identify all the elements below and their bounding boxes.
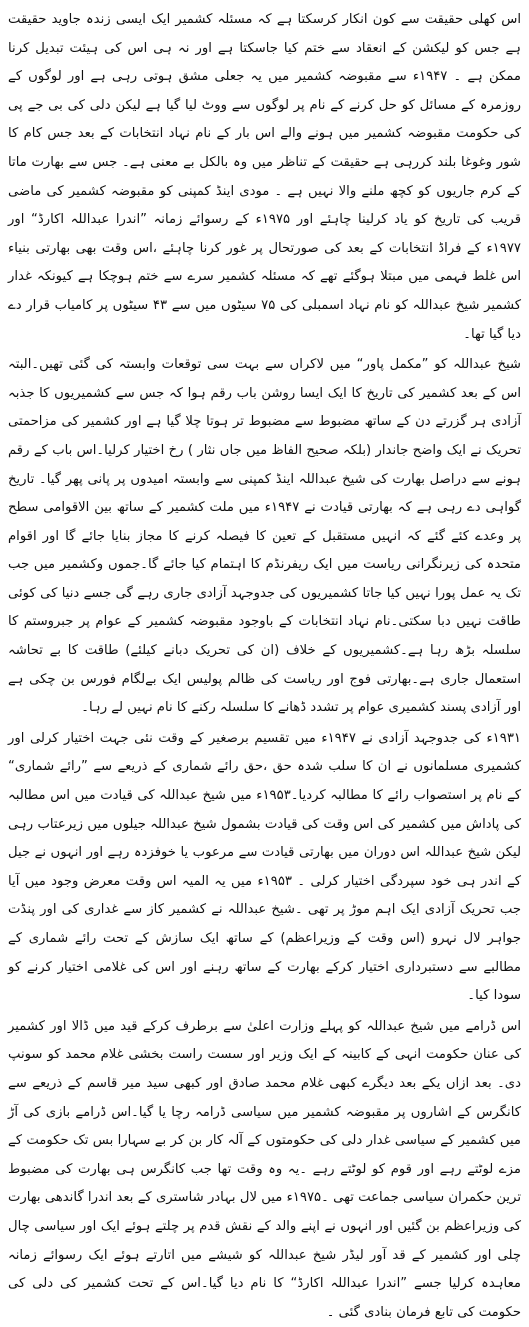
paragraph: اس ڈرامے میں شیخ عبداللہ کو پہلے وزارت اعلیٰ سے برطرف کرکے قید میں ڈالا اور کشمیر کی عنان حکومت انہی کے کابینہ کے ایک وزیر اور سست راست بخشی غلام محمد کو سونپ دی۔ بعد ازاں یکے بعد دیگرے کبھی غلام محمد صادق اور کبھی سید میر قاسم کے ذریعے سے کانگرس کے اشاروں پر مقبوضہ کشمیر میں سیاسی ڈرامہ رچا یا گیا۔اس ڈرامے بازی کی آڑ میں کشمیر کے سیاسی غدار دلی کی حکومتوں کے آلہ کار بن کر بے سہارا بس تک حکومت کے مزے لوٹتے رہے اور قوم کو لوٹتے رہے ۔یہ وہ وقت تھا جب کانگرس ہی بھارت کی مضبوط ترین حکمران سیاسی جماعت تھی ۔۱۹۷۵ء میں لال بہادر شاستری کے بعد اندرا گاندھی بھارت کی وزیراعظم بن گئیں اور انہوں نے اپنے والد کے نقش قدم پر چلتے ہوئے ایک اور سیاسی چال چلی اور کشمیر کے قد آور لیڈر شیخ عبداللہ کو شیشے میں اتارتے ہوئے ایک رسوائے زمانہ معاہدہ کرلیا جسے ”اندرا عبداللہ اکارڈ“ کا نام دیا گیا۔اس کے تحت کشمیر کی دلی کی حکومت کی تابع فرمان بنادی گئی ۔ — [8, 1018, 521, 1320]
paragraph: ۱۹۳۱ء کی جدوجہد آزادی نے ۱۹۴۷ء میں تقسیم برصغیر کے وقت نئی جہت اختیار کرلی اور کشمیری مسلمانوں نے ان کا سلب شدہ حق ،حق رائے شماری کے ذریعے سے ”رائے شماری“ کے نام پر استصواب رائے کا مطالبہ کردیا۔۱۹۵۳ء میں شیخ عبداللہ کی قیادت میں اس مطالبہ کی پاداش میں کشمیر کی اس وقت کی قیادت بشمول شیخ عبداللہ جیلوں میں زیرعتاب رہی لیکن شیخ عبداللہ اس دوران میں بھارتی قیادت سے مرعوب یا خوفزدہ رہے اور انہوں نے جیل کے اندر ہی خود سپردگی اختیار کرلی ۔ ۱۹۵۳ء میں یہ المیہ اس وقت معرض وجود میں آیا جب تحریک آزادی ایک اہم موڑ پر تھی ۔شیخ عبداللہ نے کشمیر کاز سے غداری کی اور پنڈت جواہر لال نہرو (اس وقت کے وزیراعظم) کے ساتھ ایک سازش کے تحت رائے شماری کے مطالبے سے دستبرداری اختیار کرکے بھارت کے ساتھ رہنے اور اس کی غلامی اختیار کرنے کو سودا کیا۔ — [8, 730, 522, 1004]
paragraph: شیخ عبداللہ کو ”مکمل پاور“ میں لاکراں سے بہت سی توقعات وابستہ کی گئی تھیں۔البتہ اس کے بعد کشمیر کی تاریخ کا ایک ایسا روشن باب رقم ہوا کہ جس سے کشمیریوں کا جذبہ آزادی ہر گزرتے دن کے ساتھ مضبوط سے مضبوط تر ہوتا چلا گیا ہے اور کشمیر کی مزاحمتی تحریک نے ایک واضح جاندار (بلکہ صحیح الفاظ میں جاں نثار ) رخ اختیار کرلیا۔اس باب کے رقم ہونے سے دراصل بھارت کی شیخ عبداللہ اینڈ کمپنی سے وابستہ امیدوں پر پانی پھر گیا۔ تاریخ گواہی دے رہی ہے کہ بھارتی قیادت نے ۱۹۴۷ء میں ملت کشمیر کے ساتھ بین الاقوامی سطح پر وعدے کئے گئے کہ انہیں مستقبل کے تعین کا فیصلہ کرنے کا مجاز بنایا جائے گا اور اقوام متحدہ کی زیرنگرانی ریاست میں ایک ریفرنڈم کا اہتمام کیا جائے گا۔جموں وکشمیر میں جب تک یہ عمل پورا نہیں کیا جاتا کشمیریوں کی جدوجہد آزادی جاری رہے گی جسے دنیا کی کوئی طاقت نہیں دبا سکتی۔نام نہاد انتخابات کے باوجود مقبوضہ کشمیر کے عوام پر جبروستم کا سلسلہ بڑھ رہا ہے۔کشمیریوں کے خلاف (ان کی تحریک دبانے کیلئے) طاقت کا بے تحاشہ استعمال جاری ہے۔بھارتی فوج اور ریاست کی ظالم پولیس ایک بےلگام فورس بن چکی ہے اور آزادی پسند کشمیری عوام پر تشدد ڈھانے کا سلسلہ رکنے کا نام نہیں لے رہا۔ — [8, 357, 521, 716]
paragraph: اس کھلی حقیقت سے کون انکار کرسکتا ہے کہ مسئلہ کشمیر ایک ایسی زندہ جاوید حقیقت ہے جس کو لیکشن کے انعقاد سے ختم کیا جاسکتا ہے اور نہ ہی اس کی ہیئت تبدیل کرنا ممکن ہے ۔ ۱۹۴۷ء سے مقبوضہ کشمیر میں یہ جعلی مشق ہوتی رہی ہے اور لوگوں کے روزمرہ کے مسائل کو حل کرنے کے نام پر لوگوں سے ووٹ لیا گیا ہے لیکن دلی کی بی جے پی کی حکومت مقبوضہ کشمیر میں ہونے والے اس بار کے نام نہاد انتخابات کے بعد جس کام کا شور وغوغا بلند کررہی ہے حقیقت کے تناظر میں وہ بالکل بے معنی ہے۔ جس سے بھارت ماتا کے کرم جاریوں کو کچھ ملنے والا نہیں ہے ۔ مودی اینڈ کمپنی کو مقبوضہ کشمیر کی ماضی قریب کی تاریخ کو یاد کرلینا چاہئے اور ۱۹۷۵ء کے رسوائے زمانہ ”اندرا عبداللہ اکارڈ“ اور ۱۹۷۷ء کے فراڈ انتخابات کے بعد کی صورتحال پر غور کرنا چاہئے ،اس وقت بھی بھارتی بنیاء اس غلط فہمی میں مبتلا ہوگئے تھے کہ مسئلہ کشمیر سرے سے ختم ہوچکا ہے کیونکہ غدار کشمیر شیخ عبداللہ کو نام نہاد اسمبلی کی ۷۵ سیٹوں میں سے ۴۳ سیٹوں پر کامیاب قرار دے دیا گیا تھا۔ — [8, 12, 521, 342]
